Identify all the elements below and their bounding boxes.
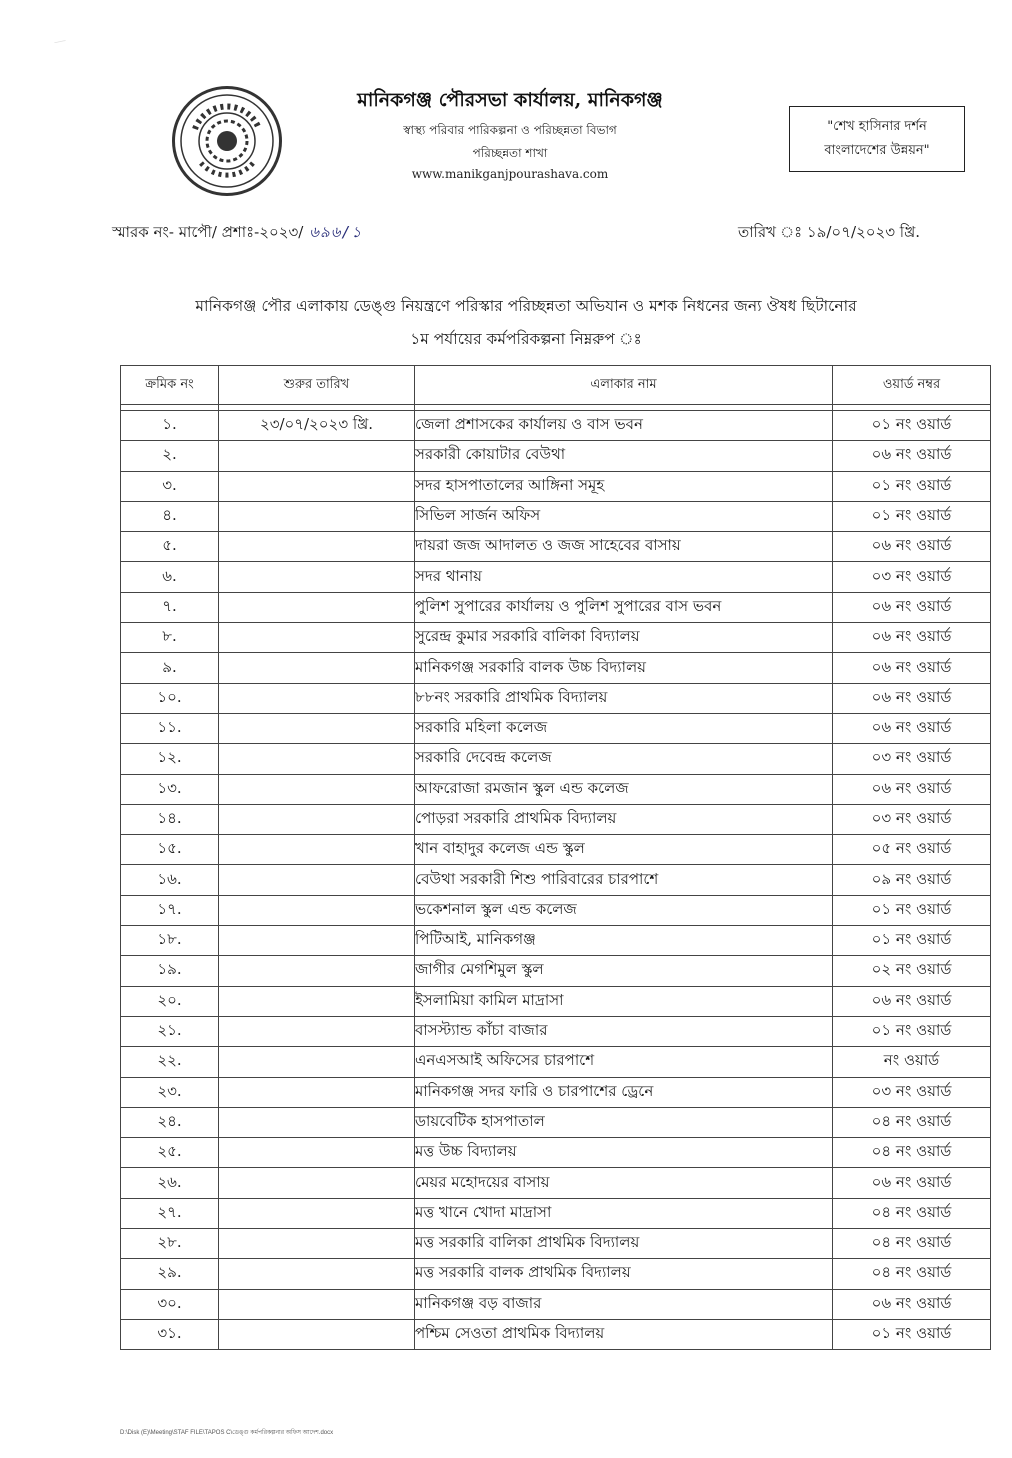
serial-cell: ২২. — [121, 1047, 219, 1077]
ward-cell: ০৫ নং ওয়ার্ড — [833, 835, 991, 865]
area-cell: ডায়বেটিক হাসপাতাল — [415, 1107, 833, 1137]
area-cell: পুলিশ সুপারের কার্যালয় ও পুলিশ সুপারের বাস ভবন — [415, 592, 833, 622]
ward-cell: ০৩ নং ওয়ার্ড — [833, 744, 991, 774]
ward-cell: ০১ নং ওয়ার্ড — [833, 1319, 991, 1349]
table-row — [121, 562, 991, 592]
area-cell: আফরোজা রমজান স্কুল এন্ড কলেজ — [415, 774, 833, 804]
serial-cell: ১৭. — [121, 895, 219, 925]
ward-cell: ০৯ নং ওয়ার্ড — [833, 865, 991, 895]
area-cell: মানিকগঞ্জ সদর ফারি ও চারপাশের ড্রেনে — [415, 1077, 833, 1107]
table-row — [121, 411, 991, 441]
table-header-row — [121, 366, 991, 405]
start-date-cell — [219, 835, 415, 865]
start-date-cell — [219, 865, 415, 895]
ward-cell: ০৬ নং ওয়ার্ড — [833, 683, 991, 713]
start-date-cell — [219, 1319, 415, 1349]
header-serial: ক্রমিক নং — [121, 366, 219, 405]
serial-cell: ২. — [121, 441, 219, 471]
table-row — [121, 926, 991, 956]
table-row — [121, 1168, 991, 1198]
area-cell: জাগীর মেগশিমুল স্কুল — [415, 956, 833, 986]
start-date-cell — [219, 501, 415, 531]
serial-cell: ২৮. — [121, 1229, 219, 1259]
ward-cell: ০৪ নং ওয়ার্ড — [833, 1259, 991, 1289]
ward-cell: ০৬ নং ওয়ার্ড — [833, 532, 991, 562]
table-row — [121, 1259, 991, 1289]
start-date-cell — [219, 956, 415, 986]
serial-cell: ১৪. — [121, 804, 219, 834]
area-cell: সদর হাসপাতালের আঙ্গিনা সমূহ — [415, 471, 833, 501]
serial-cell: ২৪. — [121, 1107, 219, 1137]
table-row — [121, 1198, 991, 1228]
serial-cell: ৪. — [121, 501, 219, 531]
ward-cell: ০১ নং ওয়ার্ড — [833, 926, 991, 956]
memo-reference — [112, 221, 592, 246]
table-body — [121, 411, 991, 1350]
serial-cell: ১১. — [121, 713, 219, 743]
area-cell: মত্ত সরকারি বালিকা প্রাথমিক বিদ্যালয় — [415, 1229, 833, 1259]
serial-cell: ১৫. — [121, 835, 219, 865]
serial-cell: ২৯. — [121, 1259, 219, 1289]
area-cell: সরকারী কোয়াটার বেউথা — [415, 441, 833, 471]
start-date-cell — [219, 1229, 415, 1259]
municipality-seal-icon — [172, 86, 282, 196]
slogan-line-1: "শেখ হাসিনার দর্শন — [827, 119, 927, 134]
start-date-cell — [219, 471, 415, 501]
start-date-cell — [219, 804, 415, 834]
header-area: এলাকার নাম — [415, 366, 833, 405]
file-path: D:\Disk (E)\Meeting\STAF FILE\TAPOS C\ডেঙ্গু কর্মপরিকল্পনার অফিস আদেশ.docx — [120, 1430, 334, 1436]
ward-cell: ০৬ নং ওয়ার্ড — [833, 774, 991, 804]
area-cell: পশ্চিম সেওতা প্রাথমিক বিদ্যালয় — [415, 1319, 833, 1349]
area-cell: সিভিল সার্জন অফিস — [415, 501, 833, 531]
website-line: www.manikganjpourashava.com — [411, 167, 609, 181]
start-date-cell — [219, 1107, 415, 1137]
serial-cell: ১২. — [121, 744, 219, 774]
start-date-cell — [219, 986, 415, 1016]
serial-cell: ২৩. — [121, 1077, 219, 1107]
area-cell: মানিকগঞ্জ বড় বাজার — [415, 1289, 833, 1319]
serial-cell: ৬. — [121, 562, 219, 592]
serial-cell: ৩. — [121, 471, 219, 501]
ward-cell: ০৬ নং ওয়ার্ড — [833, 1168, 991, 1198]
branch-line: পরিচ্ছন্নতা শাখা — [472, 146, 548, 160]
area-cell: জেলা প্রশাসকের কার্যালয় ও বাস ভবন — [415, 411, 833, 441]
table-row — [121, 1138, 991, 1168]
table-row — [121, 471, 991, 501]
table-row — [121, 1107, 991, 1137]
serial-cell: ৭. — [121, 592, 219, 622]
ward-cell: ০৪ নং ওয়ার্ড — [833, 1229, 991, 1259]
table-row — [121, 986, 991, 1016]
table-row — [121, 713, 991, 743]
ward-cell: ০৬ নং ওয়ার্ড — [833, 1289, 991, 1319]
ward-cell: ০২ নং ওয়ার্ড — [833, 956, 991, 986]
start-date-cell — [219, 1138, 415, 1168]
area-cell: মত্ত সরকারি বালক প্রাথমিক বিদ্যালয় — [415, 1259, 833, 1289]
area-cell: পোড়রা সরকারি প্রাথমিক বিদ্যালয় — [415, 804, 833, 834]
serial-cell: ১৮. — [121, 926, 219, 956]
department-line: স্বাস্থ্য পরিবার পারিকল্পনা ও পরিচ্ছন্নতা বিভাগ — [403, 123, 617, 137]
serial-cell: ১৯. — [121, 956, 219, 986]
table-row — [121, 1077, 991, 1107]
table-row — [121, 956, 991, 986]
start-date-cell — [219, 895, 415, 925]
serial-cell: ২৭. — [121, 1198, 219, 1228]
area-cell: এনএসআই অফিসের চারপাশে — [415, 1047, 833, 1077]
start-date-cell — [219, 683, 415, 713]
ward-cell: ০৩ নং ওয়ার্ড — [833, 804, 991, 834]
ward-cell: ০৩ নং ওয়ার্ড — [833, 1077, 991, 1107]
header-ward: ওয়ার্ড নম্বর — [833, 366, 991, 405]
serial-cell: ১৩. — [121, 774, 219, 804]
ward-cell: ০১ নং ওয়ার্ড — [833, 501, 991, 531]
table-row — [121, 774, 991, 804]
ward-cell: ০৬ নং ওয়ার্ড — [833, 441, 991, 471]
area-cell: মেয়র মহোদয়ের বাসায় — [415, 1168, 833, 1198]
subject — [96, 290, 956, 356]
serial-cell: ৮. — [121, 623, 219, 653]
table-row — [121, 592, 991, 622]
ward-cell: ০৬ নং ওয়ার্ড — [833, 592, 991, 622]
start-date-cell — [219, 744, 415, 774]
start-date-cell — [219, 1198, 415, 1228]
table-row — [121, 653, 991, 683]
office-title: মানিকগঞ্জ পৌরসভা কার্যালয়, মানিকগঞ্জ — [357, 89, 663, 111]
serial-cell: ২১. — [121, 1016, 219, 1046]
table-row — [121, 1229, 991, 1259]
area-cell: দায়রা জজ আদালত ও জজ সাহেবের বাসায় — [415, 532, 833, 562]
table-row — [121, 1016, 991, 1046]
ward-cell: ০৪ নং ওয়ার্ড — [833, 1107, 991, 1137]
table-row — [121, 441, 991, 471]
start-date-cell — [219, 713, 415, 743]
area-cell: মানিকগঞ্জ সরকারি বালক উচ্চ বিদ্যালয় — [415, 653, 833, 683]
table-row — [121, 865, 991, 895]
ward-cell: ০৩ নং ওয়ার্ড — [833, 562, 991, 592]
table-row — [121, 895, 991, 925]
serial-cell: ২০. — [121, 986, 219, 1016]
start-date-cell — [219, 592, 415, 622]
serial-cell: ৫. — [121, 532, 219, 562]
table-row — [121, 744, 991, 774]
area-cell: সরকারি মহিলা কলেজ — [415, 713, 833, 743]
table-row — [121, 1047, 991, 1077]
ward-cell: ০৬ নং ওয়ার্ড — [833, 653, 991, 683]
table-row — [121, 683, 991, 713]
ward-cell: ০৪ নং ওয়ার্ড — [833, 1138, 991, 1168]
slogan-box — [789, 106, 965, 172]
serial-cell: ২৫. — [121, 1138, 219, 1168]
memo-reference-label: স্মারক নং- মাপৌ/ প্রশাঃ-২০২৩/ — [112, 223, 304, 241]
start-date-cell — [219, 623, 415, 653]
start-date-cell — [219, 562, 415, 592]
table-row — [121, 623, 991, 653]
table-row — [121, 1289, 991, 1319]
start-date-cell — [219, 1289, 415, 1319]
table-row — [121, 1319, 991, 1349]
serial-cell: ১০. — [121, 683, 219, 713]
memo-date: তারিখ ঃ ১৯/০৭/২০২৩ খ্রি. — [737, 223, 920, 241]
table-row — [121, 804, 991, 834]
serial-cell: ১. — [121, 411, 219, 441]
table-row — [121, 501, 991, 531]
ward-cell: ০১ নং ওয়ার্ড — [833, 471, 991, 501]
area-cell: বাসস্ট্যান্ড কাঁচা বাজার — [415, 1016, 833, 1046]
subject-line-1: মানিকগঞ্জ পৌর এলাকায় ডেঙ্গু নিয়ন্ত্রণে পরিস্কার পরিচ্ছন্নতা অভিযান ও মশক নিধনের জন্য ঔষধ ছিটানোর — [195, 297, 857, 315]
area-cell: সরকারি দেবেন্দ্র কলেজ — [415, 744, 833, 774]
memo-reference-handwritten: ৬৯৬/১ — [309, 223, 363, 241]
table-row — [121, 835, 991, 865]
ward-cell: নং ওয়ার্ড — [833, 1047, 991, 1077]
area-cell: ৮৮নং সরকারি প্রাথমিক বিদ্যালয় — [415, 683, 833, 713]
start-date-cell — [219, 1259, 415, 1289]
area-cell: ভকেশনাল স্কুল এন্ড কলেজ — [415, 895, 833, 925]
area-cell: সদর থানায় — [415, 562, 833, 592]
start-date-cell — [219, 1168, 415, 1198]
work-plan-table — [120, 365, 991, 1350]
start-date-cell — [219, 532, 415, 562]
area-cell: মত্ত খানে খোদা মাদ্রাসা — [415, 1198, 833, 1228]
start-date-cell — [219, 653, 415, 683]
area-cell: বেউথা সরকারী শিশু পারিবারের চারপাশে — [415, 865, 833, 895]
subject-line-2: ১ম পর্যায়ের কর্মপরিকল্পনা নিম্নরুপ ঃ — [410, 330, 642, 348]
ward-cell: ০৪ নং ওয়ার্ড — [833, 1198, 991, 1228]
start-date-cell — [219, 1016, 415, 1046]
serial-cell: ৩০. — [121, 1289, 219, 1319]
ward-cell: ০১ নং ওয়ার্ড — [833, 895, 991, 925]
area-cell: মত্ত উচ্চ বিদ্যালয় — [415, 1138, 833, 1168]
area-cell: খান বাহাদুর কলেজ এন্ড স্কুল — [415, 835, 833, 865]
serial-cell: ৯. — [121, 653, 219, 683]
area-cell: সুরেন্দ্র কুমার সরকারি বালিকা বিদ্যালয় — [415, 623, 833, 653]
ward-cell: ০৬ নং ওয়ার্ড — [833, 713, 991, 743]
start-date-cell — [219, 1047, 415, 1077]
scan-mark — [20, 40, 100, 43]
start-date-cell — [219, 926, 415, 956]
serial-cell: ২৬. — [121, 1168, 219, 1198]
start-date-cell — [219, 441, 415, 471]
slogan-line-2: বাংলাদেশের উন্নয়ন" — [824, 143, 930, 158]
table-row — [121, 532, 991, 562]
serial-cell: ৩১. — [121, 1319, 219, 1349]
serial-cell: ১৬. — [121, 865, 219, 895]
start-date-cell — [219, 1077, 415, 1107]
start-date-cell — [219, 774, 415, 804]
ward-cell: ০৬ নং ওয়ার্ড — [833, 986, 991, 1016]
header-start-date: শুরুর তারিখ — [219, 366, 415, 405]
ward-cell: ০৬ নং ওয়ার্ড — [833, 623, 991, 653]
ward-cell: ০১ নং ওয়ার্ড — [833, 411, 991, 441]
area-cell: পিটিআই, মানিকগঞ্জ — [415, 926, 833, 956]
area-cell: ইসলামিয়া কামিল মাদ্রাসা — [415, 986, 833, 1016]
start-date-cell: ২৩/০৭/২০২৩ খ্রি. — [219, 411, 415, 441]
ward-cell: ০১ নং ওয়ার্ড — [833, 1016, 991, 1046]
